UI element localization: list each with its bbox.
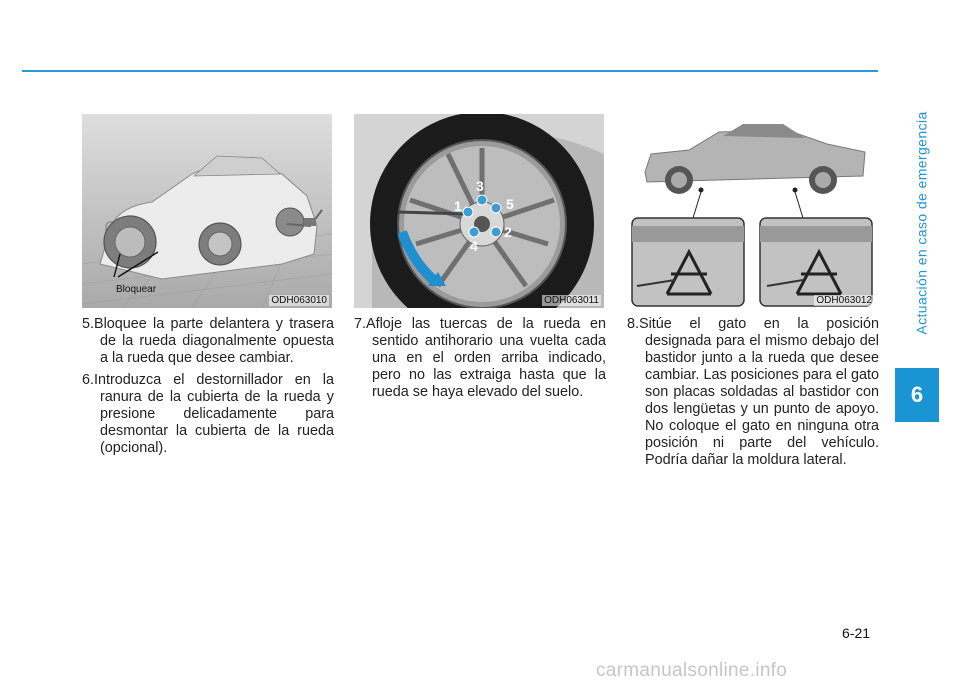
chapter-tab[interactable]: 6 — [895, 368, 939, 422]
text-column-3 — [627, 316, 879, 474]
header-rule — [22, 70, 878, 72]
step-8: 8.Sitúe el gato en la posición designada para el mismo debajo del bastidor junto a la rueda que desee cambiar. Las posiciones para el gato son placas soldadas al bastidor con dos lengüetas y un punto de apoyo. No coloque el gato en ninguna otra posición ni parte del vehículo. Podría dañar la moldura lateral. — [627, 316, 879, 468]
section-side-label — [908, 78, 936, 368]
page-number: 6-21 — [842, 625, 871, 641]
figure-jack-positions — [627, 114, 877, 308]
step-5: 5.Bloquee la parte delantera y trasera de la rueda diagonalmente opuesta a la rueda que desee cambiar. — [82, 316, 334, 366]
lug-label-1: 1 — [454, 198, 462, 214]
lug-label-3: 3 — [476, 178, 484, 194]
figure-code: ODH063011 — [544, 295, 599, 306]
figure-label-bloquear: Bloquear — [116, 284, 157, 295]
figure-lug-nut-order — [354, 114, 604, 308]
lug-label-5: 5 — [506, 196, 514, 212]
step-6: 6.Introduzca el destornillador en la ranura de la cubierta de la rueda y presione delicadamente para desmontar la cubierta de la rueda (opcional). — [82, 372, 334, 456]
jack-illustration — [627, 114, 877, 308]
figure-code: ODH063012 — [816, 295, 872, 306]
figure-code: ODH063010 — [271, 295, 327, 306]
lug-label-2: 2 — [504, 224, 512, 240]
car-chocks-illustration — [82, 114, 332, 308]
wheel-illustration — [354, 114, 604, 308]
watermark-text[interactable]: carmanualsonline.info — [596, 660, 788, 681]
figure-wheel-chocks — [82, 114, 332, 308]
text-column-2 — [354, 316, 606, 406]
text-column-1 — [82, 316, 334, 462]
step-7: 7.Afloje las tuercas de la rueda en sentido antihorario una vuelta cada una en el orden arriba indicado, pero no las extraiga hasta que la rueda se haya elevado del suelo. — [354, 316, 606, 400]
section-title: Actuación en caso de emergencia — [914, 111, 930, 335]
lug-label-4: 4 — [470, 238, 478, 254]
